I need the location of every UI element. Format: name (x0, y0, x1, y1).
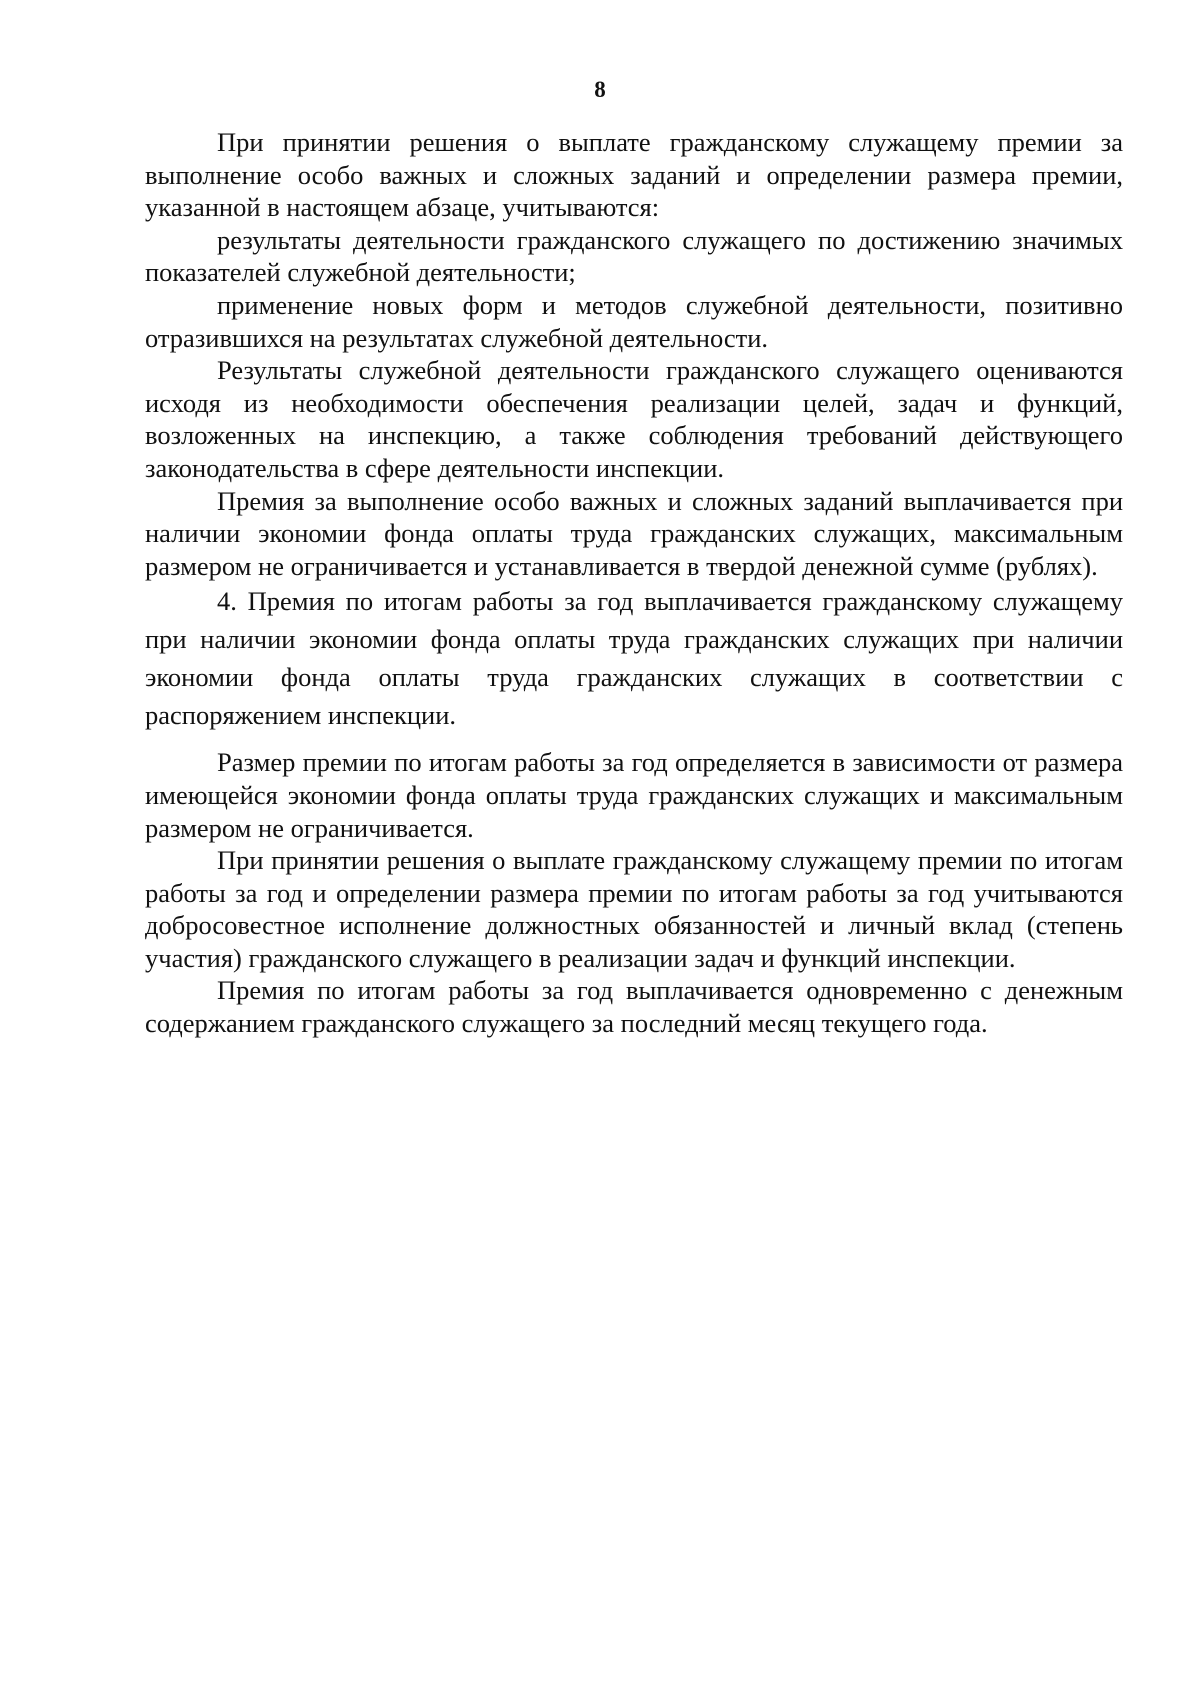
paragraph: При принятии решения о выплате гражданскому служащему премии за выполнение особо важных и сложных заданий и определении размера премии, указанной в настоящем абзаце, учитываются: (145, 127, 1123, 223)
paragraph: Результаты служебной деятельности гражданского служащего оцениваются исходя из необходимости обеспечения реализации целей, задач и функций, возложенных на инспекцию, а также соблюдения требований действующего законодательства в сфере деятельности инспекции. (145, 355, 1123, 483)
paragraph: При принятии решения о выплате гражданскому служащему премии по итогам работы за год и определении размера премии по итогам работы за год учитываются добросовестное исполнение должностных обязанностей и личный вклад (степень участия) гражданского служащего в реализации задач и функций инспекции. (145, 845, 1123, 973)
document-body (145, 126, 1123, 1040)
page-number: 8 (594, 77, 606, 102)
paragraph: результаты деятельности гражданского служащего по достижению значимых показателей служебной деятельности; (145, 224, 1123, 288)
paragraph: Премия за выполнение особо важных и сложных заданий выплачивается при наличии экономии фонда оплаты труда гражданских служащих, максимальным размером не ограничивается и устанавливается в твердой денежной сумме (рублях). (145, 485, 1123, 581)
paragraph: применение новых форм и методов служебной деятельности, позитивно отразившихся на результатах служебной деятельности. (145, 289, 1123, 353)
paragraph: Размер премии по итогам работы за год определяется в зависимости от размера имеющейся экономии фонда оплаты труда гражданских служащих и максимальным размером не ограничивается. (145, 747, 1123, 843)
paragraph: Премия по итогам работы за год выплачивается одновременно с денежным содержанием гражданского служащего за последний месяц текущего года. (145, 975, 1123, 1039)
paragraph: 4. Премия по итогам работы за год выплачивается гражданскому служащему при наличии экономии фонда оплаты труда гражданских служащих при наличии экономии фонда оплаты труда гражданских служащих в соответствии с распоряжением инспекции. (145, 586, 1123, 731)
